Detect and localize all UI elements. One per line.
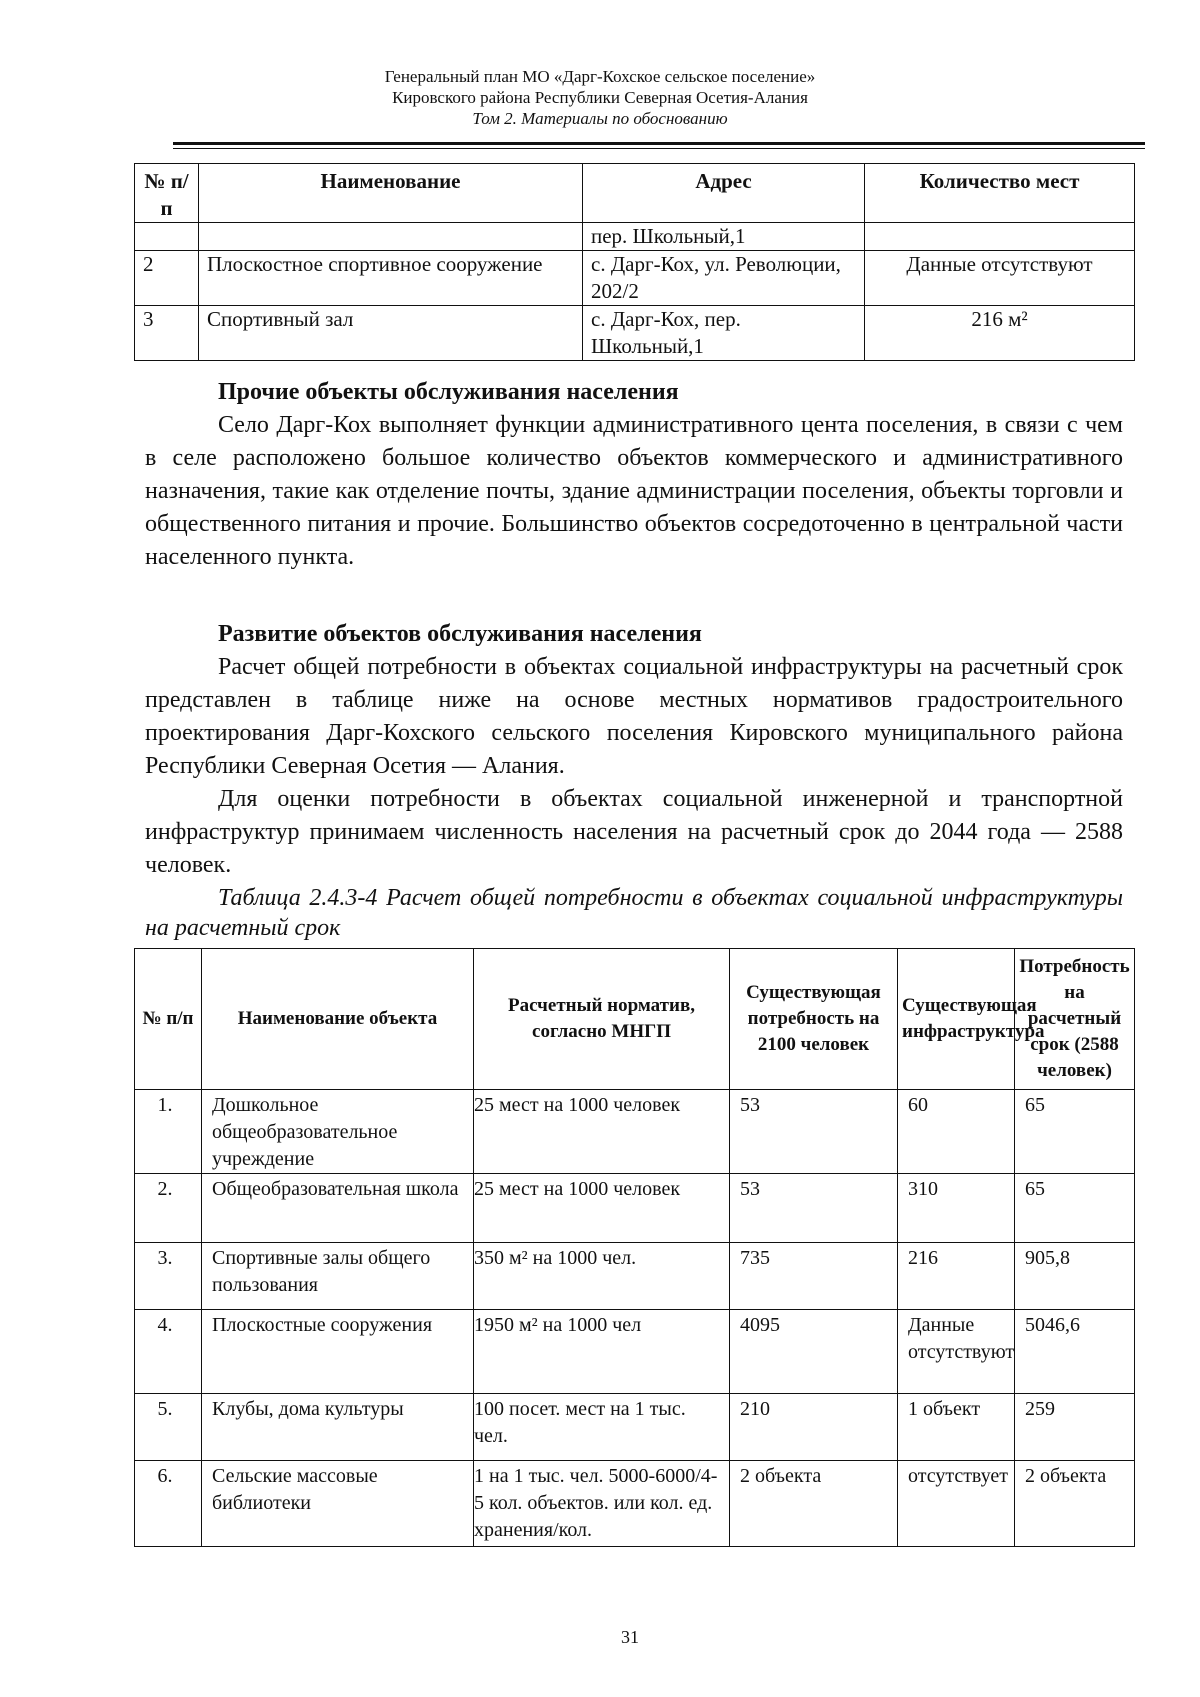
table-header-row [135,164,1135,223]
cell-num: 6. [135,1461,202,1547]
cell-num: 1. [135,1090,202,1174]
header-rule-thin [173,148,1145,149]
cell-count: 216 м² [865,306,1135,361]
cell-num: 2 [135,251,199,306]
cell-need: 5046,6 [1015,1310,1135,1394]
cell-need: 2 объекта [1015,1461,1135,1547]
table-row [135,251,1135,306]
cell-name [199,223,583,251]
infrastructure-needs-table [134,948,1135,1547]
cell-address: с. Дарг-Кох, ул. Революции, 202/2 [583,251,865,306]
table-header-row [135,949,1135,1090]
cell-existing-infra: отсутствует [898,1461,1015,1547]
col-header-existing-infra: Существующая инфраструктура [898,949,1015,1090]
cell-norm: 25 мест на 1000 человек [474,1090,730,1174]
cell-name: Спортивные залы общего пользования [202,1243,474,1310]
cell-name: Общеобразовательная школа [202,1174,474,1243]
cell-norm: 350 м² на 1000 чел. [474,1243,730,1310]
table-row [135,1310,1135,1394]
cell-name: Дошкольное общеобразовательное учреждение [202,1090,474,1174]
cell-name: Плоскостное спортивное сооружение [199,251,583,306]
facilities-table [134,163,1135,361]
table-row [135,306,1135,361]
col-header-num: № п/п [135,164,199,223]
header-rule-thick [173,142,1145,145]
cell-num: 3. [135,1243,202,1310]
cell-count: Данные отсутствуют [865,251,1135,306]
col-header-num: № п/п [135,949,202,1090]
cell-address: с. Дарг-Кох, пер. Школьный,1 [583,306,865,361]
cell-existing-need: 4095 [730,1310,898,1394]
col-header-address: Адрес [583,164,865,223]
cell-need: 65 [1015,1090,1135,1174]
table-row [135,1243,1135,1310]
cell-name: Клубы, дома культуры [202,1394,474,1461]
cell-name: Сельские массовые библиотеки [202,1461,474,1547]
header-line-1: Генеральный план МО «Дарг-Кохское сельское поселение» [384,67,816,86]
cell-count [865,223,1135,251]
col-header-count: Количество мест [865,164,1135,223]
cell-existing-infra: 310 [898,1174,1015,1243]
table-row [135,1461,1135,1547]
table-row [135,1090,1135,1174]
cell-need: 65 [1015,1174,1135,1243]
cell-existing-infra: 60 [898,1090,1015,1174]
section-title-other-services: Прочие объекты обслуживания населения [218,379,679,405]
table-row [135,1174,1135,1243]
cell-norm: 1 на 1 тыс. чел. 5000-6000/4-5 кол. объектов. или кол. ед. хранения/кол. [474,1461,730,1547]
cell-norm: 100 посет. мест на 1 тыс. чел. [474,1394,730,1461]
paragraph-other-services: Село Дарг-Кох выполняет функции административного цента поселения, в связи с чем в селе расположено большое количество объектов коммерческого и административного назначения, такие как отделение почты, здание администрации поселения, объекты торговли и общественного питания и прочие. Большинство объектов сосредоточенно в центральной части населенного пункта. [145,412,1123,570]
cell-name: Плоскостные сооружения [202,1310,474,1394]
cell-existing-need: 735 [730,1243,898,1310]
cell-existing-need: 53 [730,1174,898,1243]
cell-existing-need: 2 объекта [730,1461,898,1547]
cell-existing-infra: 216 [898,1243,1015,1310]
cell-existing-need: 210 [730,1394,898,1461]
page-number: 31 [621,1627,639,1647]
header-line-3: Том 2. Материалы по обоснованию [472,109,728,128]
cell-num [135,223,199,251]
paragraph-calculation: Расчет общей потребности в объектах социальной инфраструктуры на расчетный срок представлен в таблице ниже на основе местных нормативов градостроительного проектирования Дарг-Кохского сельского поселения Кировского муниципального района Республики Северная Осетия — Алания. [145,654,1123,779]
table-row [135,1394,1135,1461]
header-line-2: Кировского района Республики Северная Осетия-Алания [392,88,808,107]
cell-existing-need: 53 [730,1090,898,1174]
page-header [0,66,1200,129]
cell-norm: 1950 м² на 1000 чел [474,1310,730,1394]
paragraph-population: Для оценки потребности в объектах социальной инженерной и транспортной инфраструктур принимаем численность населения на расчетный срок до 2044 года — 2588 человек. [145,786,1123,878]
col-header-name: Наименование [199,164,583,223]
cell-existing-infra: Данные отсутствуют [898,1310,1015,1394]
table-caption: Таблица 2.4.3-4 Расчет общей потребности в объектах социальной инфраструктуры на расчетный срок [145,885,1123,941]
cell-need: 905,8 [1015,1243,1135,1310]
col-header-object: Наименование объекта [202,949,474,1090]
col-header-need: Потребность на расчетный срок (2588 человек) [1015,949,1135,1090]
section-title-development: Развитие объектов обслуживания населения [218,621,702,647]
cell-num: 5. [135,1394,202,1461]
cell-num: 4. [135,1310,202,1394]
cell-address: пер. Школьный,1 [583,223,865,251]
cell-norm: 25 мест на 1000 человек [474,1174,730,1243]
col-header-existing-need: Существующая потребность на 2100 человек [730,949,898,1090]
cell-num: 2. [135,1174,202,1243]
cell-need: 259 [1015,1394,1135,1461]
col-header-norm: Расчетный норматив, согласно МНГП [474,949,730,1090]
table-row [135,223,1135,251]
cell-num: 3 [135,306,199,361]
cell-existing-infra: 1 объект [898,1394,1015,1461]
cell-name: Спортивный зал [199,306,583,361]
